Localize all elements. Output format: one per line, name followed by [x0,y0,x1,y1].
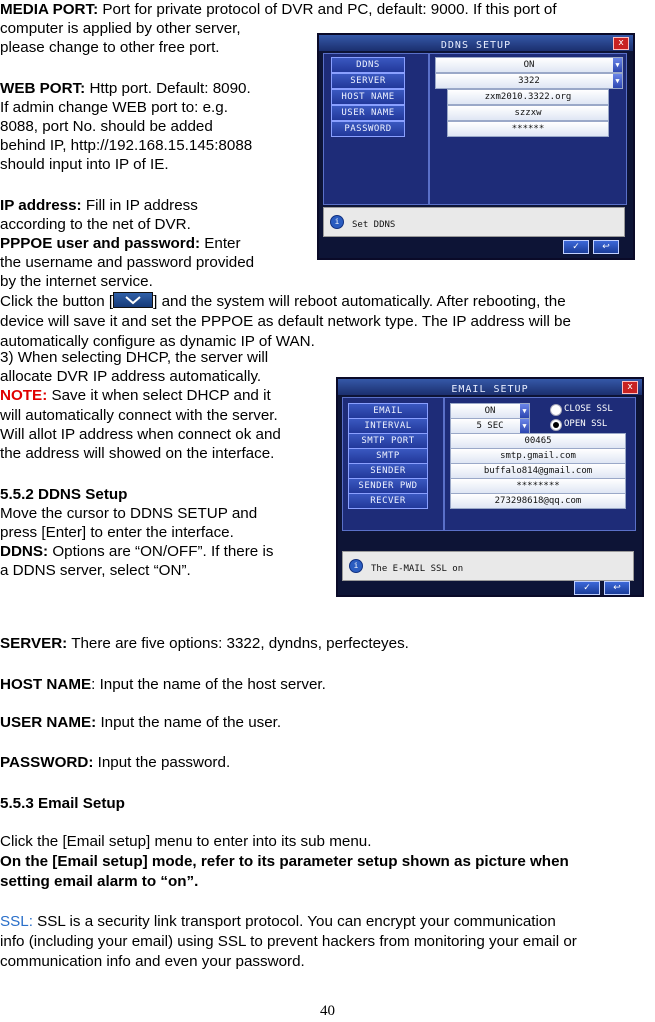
email-hint-bar [342,551,634,581]
email-title: EMAIL SETUP [451,384,529,395]
pppoe-line-3: by the internet service. [0,273,153,290]
note-label: NOTE: [0,387,48,404]
ddns-heading-text: 5.5.2 DDNS Setup [0,486,128,503]
server-label: SERVER [331,73,405,89]
recver-field: 273298618@qq.com [450,493,626,509]
web-port-line-4: behind IP, http://192.168.15.145:8088 [0,137,253,154]
ok-icon: ✓ [563,240,589,254]
sender-pwd-field: ******** [450,478,626,494]
media-port-line-3: please change to other free port. [0,39,220,56]
ddns-line-2: press [Enter] to enter the interface. [0,524,234,541]
email-select-value: ON [484,406,496,416]
email-bold-line-1 [0,852,569,872]
ddns-option-line-1 [0,542,273,562]
email-setup-screenshot [336,377,644,597]
sender-label: SENDER [348,463,428,479]
web-port-text: Http port. Default: 8090. [89,80,251,97]
user-name-label: USER NAME [331,105,405,121]
open-ssl-radio [550,419,562,431]
note-line-3: Will allot IP address when connect ok and [0,426,281,443]
email-heading [0,794,125,814]
ddns-option-label: DDNS: [0,543,49,560]
ddns-title: DDNS SETUP [440,40,512,51]
back-icon: ↩ [604,581,630,595]
server-desc-text: There are five options: 3322, dyndns, perfecteyes. [71,635,409,652]
ssl-line-3: communication info and even your password. [0,953,305,970]
smtp-port-label: SMTP PORT [348,433,428,449]
ddns-line-1: Move the cursor to DDNS SETUP and [0,505,258,522]
interval-select [450,418,530,434]
server-desc [0,634,409,654]
ddns-select-value: ON [523,60,535,70]
click-line-2: device will save it and set the PPPOE as default network type. The IP address will be [0,313,571,330]
close-icon: x [622,381,638,394]
server-select [435,73,623,89]
server-select-value: 3322 [518,76,540,86]
web-port-line-3: 8088, port No. should be added [0,118,213,135]
ssl-text-1: SSL is a security link transport protocol. You can encrypt your communication [37,913,556,930]
close-ssl-text: CLOSE SSL [564,404,613,414]
note-line-2: will automatically connect with the server. [0,407,278,424]
chevron-down-icon: ▼ [520,404,529,418]
ssl-line-1 [0,912,556,932]
ddns-label: DDNS [331,57,405,73]
email-bold-text-1: On the [Email setup] mode, refer to its parameter setup shown as picture when [0,853,569,870]
password-desc [0,753,230,773]
web-port-label: WEB PORT: [0,80,86,97]
host-desc-label: HOST NAME [0,676,92,693]
chevron-down-icon: ▼ [520,419,529,433]
media-port-line-1 [0,0,557,20]
back-icon: ↩ [593,240,619,254]
password-desc-label: PASSWORD: [0,754,94,771]
host-name-field: zxm2010.3322.org [447,89,609,105]
ip-line-2: according to the net of DVR. [0,216,191,233]
ddns-hint-text: Set DDNS [352,220,396,230]
sender-pwd-label: SENDER PWD [348,478,428,494]
ok-button-icon [113,292,153,308]
host-name-label: HOST NAME [331,89,405,105]
ddns-option-line-2: a DDNS server, select “ON”. [0,562,191,579]
email-hint-text: The E-MAIL SSL on [371,564,464,574]
media-port-label: MEDIA PORT: [0,1,99,18]
click-line-3: automatically configure as dynamic IP of WAN. [0,333,315,350]
close-ssl-radio [550,404,562,416]
pppoe-text: Enter [204,235,241,252]
ip-line-1 [0,196,198,216]
smtp-label: SMTP [348,448,428,464]
password-field: ****** [447,121,609,137]
user-desc-text: Input the name of the user. [100,714,282,731]
ok-icon: ✓ [574,581,600,595]
password-desc-text: Input the password. [97,754,231,771]
email-label: EMAIL [348,403,428,419]
media-port-line-2: computer is applied by other server, [0,20,241,37]
ssl-line-2: info (including your email) using SSL to prevent hackers from monitoring your email or [0,933,577,950]
ddns-option-text: Options are “ON/OFF”. If there is [52,543,274,560]
web-port-line-2: If admin change WEB port to: e.g. [0,99,228,116]
user-desc-label: USER NAME: [0,714,97,731]
password-label: PASSWORD [331,121,405,137]
interval-select-value: 5 SEC [476,421,504,431]
note-line-1 [0,386,271,406]
click-text-a: Click the button [ [0,293,114,310]
note-line-4: the address will showed on the interface. [0,445,275,462]
sender-field: buffalo814@gmail.com [450,463,626,479]
ddns-select [435,57,623,73]
click-line-1 [0,292,566,312]
web-port-line-1 [0,79,251,99]
server-desc-label: SERVER: [0,635,68,652]
ddns-hint-bar [323,207,625,237]
page-number: 40 [320,1003,335,1019]
note-text: Save it when select DHCP and it [51,387,271,404]
pppoe-line-2: the username and password provided [0,254,255,271]
user-name-field: szzxw [447,105,609,121]
recver-label: RECVER [348,493,428,509]
email-select [450,403,530,419]
smtp-field: smtp.gmail.com [450,448,626,464]
dhcp-line-1: 3) When selecting DHCP, the server will [0,349,269,366]
ip-label: IP address: [0,197,82,214]
user-desc [0,713,281,733]
host-desc-text: : Input the name of the host server. [91,676,326,693]
smtp-port-field: 00465 [450,433,626,449]
ddns-heading [0,485,127,505]
email-bold-text-2: setting email alarm to “on”. [0,873,199,890]
interval-label: INTERVAL [348,418,428,434]
email-line-1: Click the [Email setup] menu to enter into its sub menu. [0,833,372,850]
ssl-label: SSL: [0,913,33,930]
pppoe-label: PPPOE user and password: [0,235,201,252]
email-bold-line-2 [0,872,198,892]
chevron-down-icon: ▼ [613,74,622,88]
dhcp-line-2: allocate DVR IP address automatically. [0,368,262,385]
host-desc [0,675,326,695]
web-port-line-5: should input into IP of IE. [0,156,169,173]
ip-text: Fill in IP address [85,197,198,214]
ddns-setup-screenshot [317,33,635,260]
open-ssl-text: OPEN SSL [564,419,608,429]
close-icon: x [613,37,629,50]
email-heading-text: 5.5.3 Email Setup [0,795,125,812]
info-icon: i [349,559,363,573]
info-icon: i [330,215,344,229]
pppoe-line-1 [0,234,241,254]
click-text-b: ] and the system will reboot automatically. After rebooting, the [153,293,566,310]
media-port-text: Port for private protocol of DVR and PC, default: 9000. If this port of [102,1,557,18]
chevron-down-icon: ▼ [613,58,622,72]
